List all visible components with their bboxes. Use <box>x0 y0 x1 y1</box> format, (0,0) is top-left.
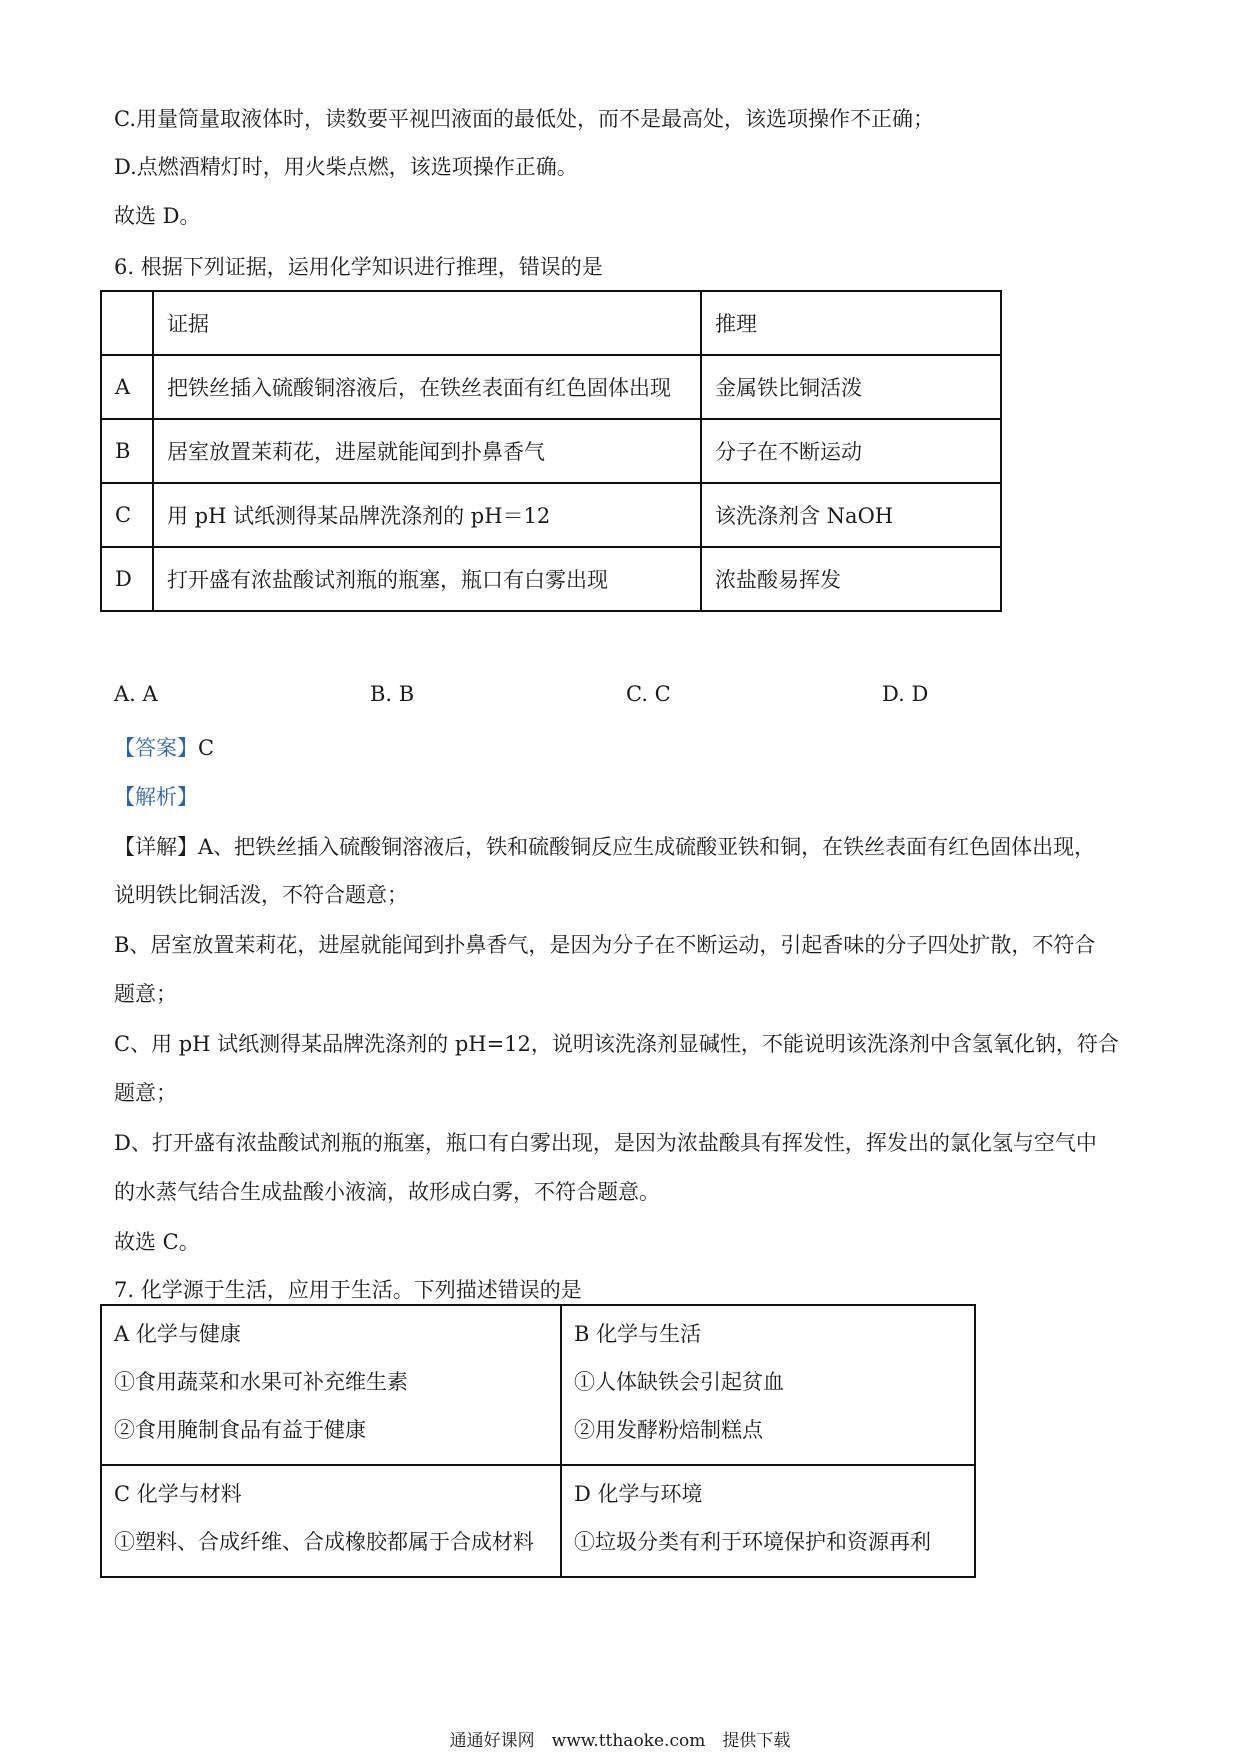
question-7-table <box>100 1304 976 1578</box>
cell-item: ①塑料、合成纤维、合成橡胶都属于合成材料 <box>114 1530 534 1554</box>
question-7-stem: 7. 化学源于生活，应用于生活。下列描述错误的是 <box>114 1278 582 1302</box>
table-cell: 金属铁比铜活泼 <box>701 355 1001 419</box>
table-row <box>101 419 1001 483</box>
table-header-row <box>101 291 1001 355</box>
detail-line <box>114 832 1095 862</box>
text-line: C.用量筒量取液体时，读数要平视凹液面的最低处，而不是最高处，该选项操作不正确； <box>114 107 934 131</box>
detail-label: 【详解】 <box>114 835 198 859</box>
option-a: A. A <box>114 682 158 706</box>
table-row <box>101 483 1001 547</box>
text-line: 故选 D。 <box>114 204 201 228</box>
table-cell: B <box>101 419 153 483</box>
option-c: C. C <box>626 682 671 706</box>
detail-text: A、把铁丝插入硫酸铜溶液后，铁和硫酸铜反应生成硫酸亚铁和铜，在铁丝表面有红色固体出现， <box>198 835 1096 859</box>
table-header-cell: 推理 <box>701 291 1001 355</box>
cell-heading: A 化学与健康 <box>114 1322 241 1346</box>
cell-item: ①食用蔬菜和水果可补充维生素 <box>114 1370 408 1394</box>
table-header-cell: 证据 <box>153 291 701 355</box>
detail-line: 题意； <box>114 1081 177 1105</box>
table-row <box>101 355 1001 419</box>
table-cell <box>101 1465 561 1577</box>
table-row <box>101 1465 975 1577</box>
detail-line: 题意； <box>114 982 177 1006</box>
page-footer: 通通好课网 www.tthaoke.com 提供下载 <box>449 1731 791 1751</box>
cell-item: ①人体缺铁会引起贫血 <box>574 1370 784 1394</box>
detail-line: 故选 C。 <box>114 1230 200 1254</box>
detail-line: B、居室放置茉莉花，进屋就能闻到扑鼻香气，是因为分子在不断运动，引起香味的分子四处扩散，不符合 <box>114 933 1096 957</box>
table-cell: 浓盐酸易挥发 <box>701 547 1001 611</box>
question-6-table <box>100 290 1002 612</box>
analysis-label: 【解析】 <box>114 785 198 809</box>
answer-line <box>114 733 214 763</box>
table-cell: A <box>101 355 153 419</box>
cell-item: ②用发酵粉焙制糕点 <box>574 1418 763 1442</box>
table-cell <box>561 1465 975 1577</box>
table-cell: 该洗涤剂含 NaOH <box>701 483 1001 547</box>
table-cell: D <box>101 547 153 611</box>
cell-item: ②食用腌制食品有益于健康 <box>114 1418 366 1442</box>
table-cell: 用 pH 试纸测得某品牌洗涤剂的 pH＝12 <box>153 483 701 547</box>
detail-line: 说明铁比铜活泼，不符合题意； <box>114 883 408 907</box>
cell-heading: C 化学与材料 <box>114 1482 242 1506</box>
table-cell: 居室放置茉莉花，进屋就能闻到扑鼻香气 <box>153 419 701 483</box>
table-cell: C <box>101 483 153 547</box>
cell-heading: B 化学与生活 <box>574 1322 702 1346</box>
table-row <box>101 547 1001 611</box>
detail-line: C、用 pH 试纸测得某品牌洗涤剂的 pH=12，说明该洗涤剂显碱性，不能说明该洗涤剂中含氢氧化钠，符合 <box>114 1032 1119 1056</box>
option-b: B. B <box>370 682 415 706</box>
cell-heading: D 化学与环境 <box>574 1482 703 1506</box>
answer-label: 【答案】 <box>114 736 198 760</box>
text-line: D.点燃酒精灯时，用火柴点燃，该选项操作正确。 <box>114 155 578 179</box>
table-cell: 打开盛有浓盐酸试剂瓶的瓶塞，瓶口有白雾出现 <box>153 547 701 611</box>
question-6-stem: 6. 根据下列证据，运用化学知识进行推理，错误的是 <box>114 255 603 279</box>
table-cell <box>561 1305 975 1465</box>
detail-line: D、打开盛有浓盐酸试剂瓶的瓶塞，瓶口有白雾出现，是因为浓盐酸具有挥发性，挥发出的氯化氢与空气中 <box>114 1131 1097 1155</box>
cell-item: ①垃圾分类有利于环境保护和资源再利 <box>574 1530 931 1554</box>
detail-line: 的水蒸气结合生成盐酸小液滴，故形成白雾，不符合题意。 <box>114 1180 660 1204</box>
table-row <box>101 1305 975 1465</box>
table-header-cell <box>101 291 153 355</box>
option-d: D. D <box>882 682 929 706</box>
table-cell: 把铁丝插入硫酸铜溶液后，在铁丝表面有红色固体出现 <box>153 355 701 419</box>
table-cell: 分子在不断运动 <box>701 419 1001 483</box>
table-cell <box>101 1305 561 1465</box>
answer-value: C <box>198 736 215 760</box>
